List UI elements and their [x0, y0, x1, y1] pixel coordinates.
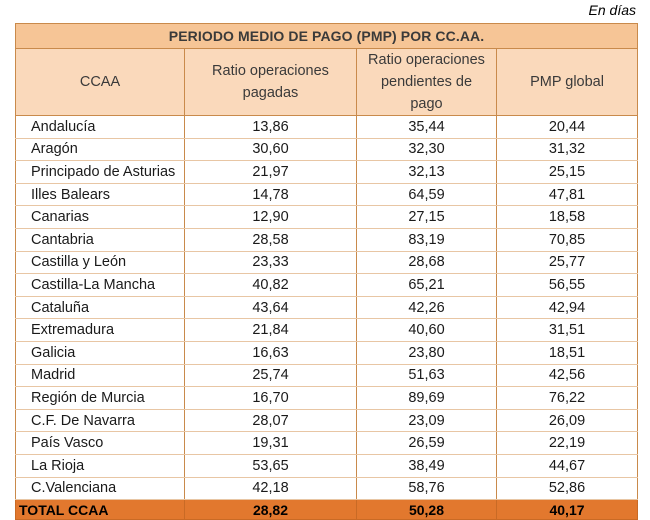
- cell-ccaa: Extremadura: [16, 319, 185, 342]
- cell-pmp: 31,51: [497, 319, 638, 342]
- column-header-pagadas: Ratio operaciones pagadas: [185, 49, 357, 116]
- column-header-pendientes: Ratio operaciones pendientes de pago: [357, 49, 497, 116]
- column-header-ccaa: CCAA: [16, 49, 185, 116]
- cell-pagadas: 40,82: [185, 274, 357, 297]
- cell-ccaa: Madrid: [16, 364, 185, 387]
- table-row: [16, 274, 638, 297]
- cell-ccaa: Illes Balears: [16, 183, 185, 206]
- cell-pagadas: 25,74: [185, 364, 357, 387]
- cell-pmp: 52,86: [497, 477, 638, 500]
- cell-ccaa: Andalucía: [16, 116, 185, 139]
- cell-ccaa: C.Valenciana: [16, 477, 185, 500]
- cell-pmp: 76,22: [497, 387, 638, 410]
- table-row: [16, 432, 638, 455]
- table-row: [16, 477, 638, 500]
- cell-pagadas: 13,86: [185, 116, 357, 139]
- table-row: [16, 319, 638, 342]
- total-pendientes: 50,28: [357, 500, 497, 520]
- cell-ccaa: Canarias: [16, 206, 185, 229]
- cell-pendientes: 65,21: [357, 274, 497, 297]
- cell-ccaa: Región de Murcia: [16, 387, 185, 410]
- cell-pendientes: 23,80: [357, 341, 497, 364]
- table-row: [16, 296, 638, 319]
- cell-pendientes: 26,59: [357, 432, 497, 455]
- cell-pendientes: 42,26: [357, 296, 497, 319]
- cell-ccaa: Castilla y León: [16, 251, 185, 274]
- cell-pendientes: 64,59: [357, 183, 497, 206]
- cell-pagadas: 23,33: [185, 251, 357, 274]
- cell-pmp: 25,77: [497, 251, 638, 274]
- cell-pmp: 47,81: [497, 183, 638, 206]
- cell-pagadas: 53,65: [185, 454, 357, 477]
- cell-pendientes: 35,44: [357, 116, 497, 139]
- table-title-row: [16, 24, 638, 49]
- table-row: [16, 409, 638, 432]
- cell-pagadas: 12,90: [185, 206, 357, 229]
- cell-ccaa: La Rioja: [16, 454, 185, 477]
- table-body: [16, 116, 638, 500]
- table-row: [16, 138, 638, 161]
- cell-pmp: 22,19: [497, 432, 638, 455]
- cell-pmp: 31,32: [497, 138, 638, 161]
- cell-pendientes: 32,30: [357, 138, 497, 161]
- cell-pagadas: 21,84: [185, 319, 357, 342]
- cell-pmp: 42,94: [497, 296, 638, 319]
- cell-pendientes: 58,76: [357, 477, 497, 500]
- table-row: [16, 341, 638, 364]
- total-row: [16, 500, 638, 520]
- cell-pmp: 26,09: [497, 409, 638, 432]
- cell-pagadas: 14,78: [185, 183, 357, 206]
- cell-pendientes: 23,09: [357, 409, 497, 432]
- cell-pagadas: 21,97: [185, 161, 357, 184]
- cell-pmp: 18,58: [497, 206, 638, 229]
- cell-pmp: 25,15: [497, 161, 638, 184]
- total-pmp: 40,17: [497, 500, 638, 520]
- cell-pendientes: 89,69: [357, 387, 497, 410]
- cell-pendientes: 27,15: [357, 206, 497, 229]
- cell-ccaa: Aragón: [16, 138, 185, 161]
- cell-pagadas: 16,63: [185, 341, 357, 364]
- table-row: [16, 364, 638, 387]
- table-row: [16, 116, 638, 139]
- cell-pmp: 42,56: [497, 364, 638, 387]
- cell-ccaa: Galicia: [16, 341, 185, 364]
- total-pagadas: 28,82: [185, 500, 357, 520]
- cell-pagadas: 28,58: [185, 228, 357, 251]
- cell-pmp: 18,51: [497, 341, 638, 364]
- cell-pendientes: 83,19: [357, 228, 497, 251]
- cell-pagadas: 43,64: [185, 296, 357, 319]
- table-row: [16, 454, 638, 477]
- table-row: [16, 251, 638, 274]
- cell-pmp: 20,44: [497, 116, 638, 139]
- cell-pagadas: 42,18: [185, 477, 357, 500]
- cell-pendientes: 51,63: [357, 364, 497, 387]
- cell-pagadas: 30,60: [185, 138, 357, 161]
- cell-pmp: 70,85: [497, 228, 638, 251]
- cell-pagadas: 28,07: [185, 409, 357, 432]
- table-row: [16, 228, 638, 251]
- cell-pmp: 56,55: [497, 274, 638, 297]
- table-row: [16, 183, 638, 206]
- cell-ccaa: País Vasco: [16, 432, 185, 455]
- cell-ccaa: Cantabria: [16, 228, 185, 251]
- cell-pendientes: 40,60: [357, 319, 497, 342]
- column-header-row: [16, 49, 638, 116]
- cell-pagadas: 16,70: [185, 387, 357, 410]
- cell-ccaa: Castilla-La Mancha: [16, 274, 185, 297]
- table-row: [16, 206, 638, 229]
- table-row: [16, 387, 638, 410]
- pmp-table: [15, 23, 638, 520]
- cell-pagadas: 19,31: [185, 432, 357, 455]
- cell-pendientes: 32,13: [357, 161, 497, 184]
- total-label: TOTAL CCAA: [16, 500, 185, 520]
- table-title: PERIODO MEDIO DE PAGO (PMP) POR CC.AA.: [16, 24, 638, 49]
- cell-ccaa: C.F. De Navarra: [16, 409, 185, 432]
- unit-note: En días: [588, 2, 636, 18]
- cell-pendientes: 38,49: [357, 454, 497, 477]
- cell-pmp: 44,67: [497, 454, 638, 477]
- cell-ccaa: Principado de Asturias: [16, 161, 185, 184]
- column-header-pmp: PMP global: [497, 49, 638, 116]
- table-row: [16, 161, 638, 184]
- cell-ccaa: Cataluña: [16, 296, 185, 319]
- cell-pendientes: 28,68: [357, 251, 497, 274]
